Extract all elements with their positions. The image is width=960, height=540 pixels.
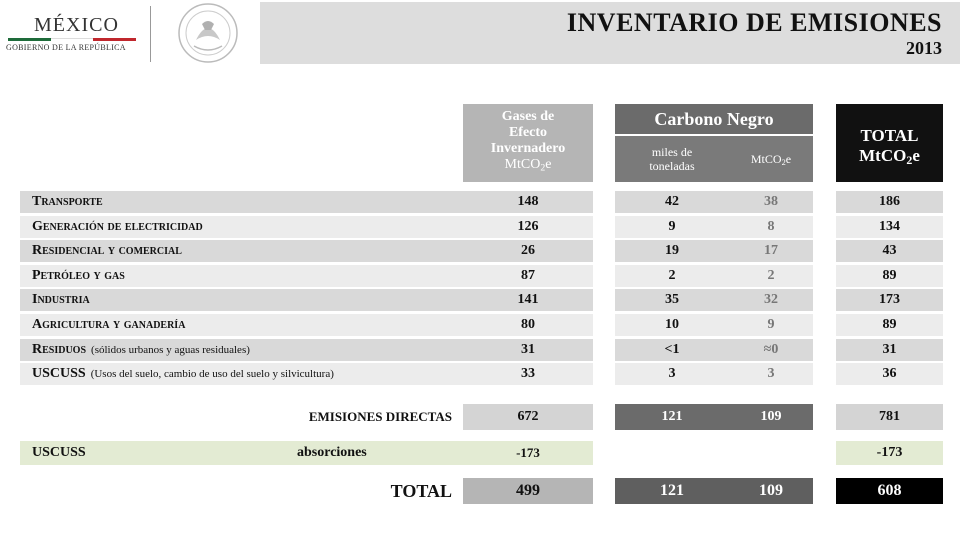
column-header-thousand-tonnes: miles de toneladas — [615, 136, 729, 182]
cn-mtco2e-value: 3 — [729, 363, 813, 385]
ghg-header-line1: Gases de — [501, 109, 555, 124]
row-label — [20, 240, 593, 262]
cn-thousand-tonnes-value: 42 — [615, 191, 729, 213]
absorption-sublabel: absorciones — [297, 445, 367, 460]
eagle-seal-icon — [166, 2, 250, 64]
total-value: 134 — [836, 216, 943, 238]
page-title: INVENTARIO DE EMISIONES — [566, 8, 942, 37]
cn-thousand-tonnes-value: 19 — [615, 240, 729, 262]
cn-thousand-tonnes-value: 35 — [615, 289, 729, 311]
total-value: 186 — [836, 191, 943, 213]
absorption-ghg: -173 — [516, 445, 540, 460]
cn-mtco2e-value: 38 — [729, 191, 813, 213]
cn-thousand-tonnes-value: <1 — [615, 339, 729, 361]
sector-name: Generación de electricidad — [32, 219, 203, 234]
government-logo — [0, 0, 258, 66]
row-label — [20, 289, 593, 311]
total-value: 173 — [836, 289, 943, 311]
ghg-value: 126 — [517, 219, 539, 234]
divider — [150, 6, 151, 62]
grand-ghg: 499 — [463, 478, 593, 504]
cn-mtco2e-value: 8 — [729, 216, 813, 238]
grand-total: 608 — [836, 478, 943, 504]
row-label — [20, 265, 593, 287]
flag-stripe — [8, 38, 136, 41]
sector-name: Industria — [32, 292, 90, 307]
sector-name: Residuos — [32, 342, 87, 357]
ghg-value: 31 — [521, 342, 535, 357]
ghg-value: 80 — [521, 317, 535, 332]
ghg-header-unit: MtCO$_2$e — [504, 157, 552, 174]
direct-cn-kt: 121 — [615, 404, 729, 430]
total-value: 89 — [836, 314, 943, 336]
ghg-value: 87 — [521, 268, 535, 283]
absorption-total: -173 — [836, 441, 943, 465]
cn-mtco2e-value: ≈0 — [729, 339, 813, 361]
ghg-value: 141 — [517, 292, 539, 307]
cn-thousand-tonnes-value: 2 — [615, 265, 729, 287]
cn-thousand-tonnes-value: 3 — [615, 363, 729, 385]
total-value: 31 — [836, 339, 943, 361]
sector-name: Petróleo y gas — [32, 268, 125, 283]
row-label — [20, 363, 593, 385]
direct-emissions-label: EMISIONES DIRECTAS — [308, 409, 452, 424]
direct-cn-mt: 109 — [729, 404, 813, 430]
cn-mtco2e-value: 2 — [729, 265, 813, 287]
column-header-black-carbon: Carbono Negro — [615, 104, 813, 134]
sector-name: Transporte — [32, 194, 103, 209]
cn-mtco2e-value: 9 — [729, 314, 813, 336]
sector-name: Agricultura y ganadería — [32, 317, 186, 332]
header — [0, 0, 960, 66]
government-name: GOBIERNO DE LA REPÚBLICA — [6, 43, 126, 52]
page-year: 2013 — [906, 38, 942, 58]
cn-thousand-tonnes-value: 9 — [615, 216, 729, 238]
ghg-value: 33 — [521, 366, 535, 381]
grand-cn-mt: 109 — [729, 478, 813, 504]
sector-note: (sólidos urbanos y aguas residuales) — [91, 344, 250, 356]
sector-name: Residencial y comercial — [32, 243, 182, 258]
total-value: 36 — [836, 363, 943, 385]
ghg-header-line2: Efecto — [508, 125, 548, 140]
column-gap — [813, 189, 836, 389]
column-header-total: TOTAL MtCO$_2$e — [836, 104, 943, 182]
country-name: MÉXICO — [34, 14, 119, 36]
absorption-row — [20, 441, 593, 465]
row-label — [20, 216, 593, 238]
direct-total: 781 — [836, 404, 943, 430]
column-header-cn-mtco2e: MtCO$_2$e — [729, 136, 813, 182]
cn-thousand-tonnes-value: 10 — [615, 314, 729, 336]
column-header-ghg — [463, 104, 593, 182]
row-label — [20, 314, 593, 336]
ghg-value: 148 — [517, 194, 539, 209]
sector-name: USCUSS — [32, 366, 86, 381]
title-banner — [260, 2, 960, 64]
row-label — [20, 339, 593, 361]
grand-cn-kt: 121 — [615, 478, 729, 504]
total-value: 43 — [836, 240, 943, 262]
direct-ghg: 672 — [463, 404, 593, 430]
cn-mtco2e-value: 17 — [729, 240, 813, 262]
ghg-value: 26 — [521, 243, 535, 258]
row-label — [20, 191, 593, 213]
sector-note: (Usos del suelo, cambio de uso del suelo y silvicultura) — [90, 368, 334, 380]
absorption-label: USCUSS — [32, 445, 86, 460]
cn-mtco2e-value: 32 — [729, 289, 813, 311]
column-gap — [593, 189, 615, 389]
total-value: 89 — [836, 265, 943, 287]
grand-total-label: TOTAL — [390, 480, 452, 501]
ghg-header-line3: Invernadero — [490, 141, 566, 156]
